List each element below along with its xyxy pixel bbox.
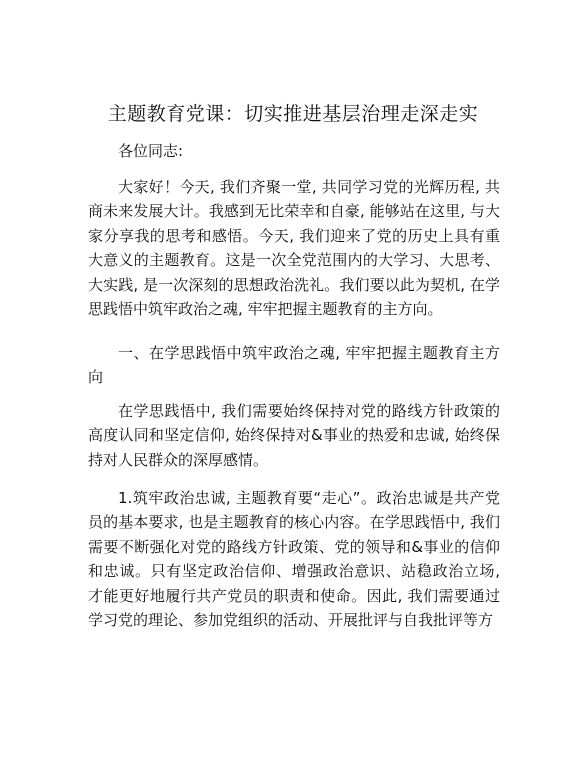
greeting-line: 各位同志: [118, 142, 184, 160]
section-heading-1: 一、在学思践悟中筑牢政治之魂, 牢牢把握主题教育主方向 [88, 344, 500, 387]
paragraph-opening: 大家好！今天, 我们齐聚一堂, 共同学习党的光辉历程, 共商未来发展大计。我感到无比荣幸和自豪, 能够站在这里, 与大家分享我的思考和感悟。今天, 我们迎来了党的历史上具有重大意义的主题教育。这是一次全党范围内的大学习、大思考、大实践, 是一次深刻的思想政治洗礼。我们要以此为契机, 在学思践悟中筑牢政治之魂, 牢牢把握主题教育的主方向。 [88, 178, 500, 319]
paragraph-point-1: 1.筑牢政治忠诚, 主题教育要“走心”。政治忠诚是共产党员的基本要求, 也是主题教育的核心内容。在学思践悟中, 我们需要不断强化对党的路线方针政策、党的领导和&事业的信仰和忠诚。只有坚定政治信仰、增强政治意识、站稳政治立场, 才能更好地履行共产党员的职责和使命。因此, 我们需要通过学习党的理论、参加党组织的活动、开展批评与自我批评等方 [88, 489, 500, 630]
paragraph-section-1: 在学思践悟中, 我们需要始终保持对党的路线方针政策的高度认同和坚定信仰, 始终保持对&事业的热爱和忠诚, 始终保持对人民群众的深厚感情。 [88, 402, 500, 469]
document-title: 主题教育党课：切实推进基层治理走深走实 [107, 103, 479, 125]
